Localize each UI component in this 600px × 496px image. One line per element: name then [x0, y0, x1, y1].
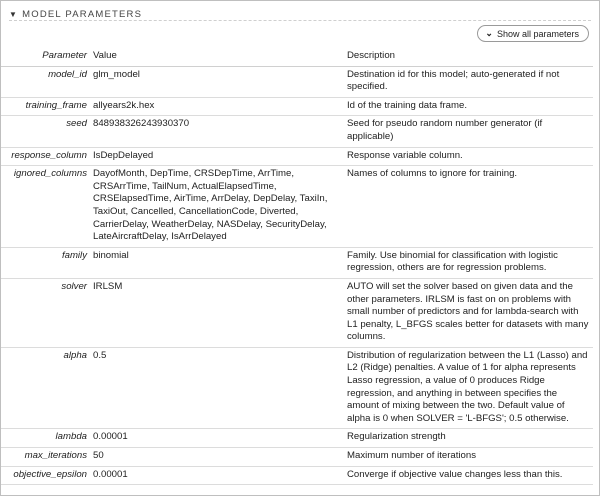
table-row	[1, 247, 593, 278]
parameter-name: ignored_columns	[13, 168, 87, 180]
table-row	[1, 466, 593, 485]
parameter-name: max_iterations	[24, 450, 87, 462]
parameter-value: IsDepDelayed	[93, 149, 154, 161]
parameter-name: seed	[66, 118, 87, 130]
parameter-name: solver	[61, 280, 87, 292]
caret-down-icon[interactable]: ▼	[9, 9, 19, 19]
parameter-value: 0.00001	[93, 431, 128, 443]
parameter-value: DayofMonth, DepTime, CRSDepTime, ArrTime, CRSArrTime, TailNum, ActualElapsedTime, CRSElapsedTime, AirTime, ArrDelay, DepDelay, TaxiIn, TaxiOut, Cancelled, CancellationCode, Diverted, CarrierDelay, WeatherDelay, NASDelay, SecurityDelay, LateAircraftDelay, IsArrDelayed	[93, 168, 328, 243]
parameter-value: 50	[93, 450, 104, 462]
section-title: MODEL PARAMETERS	[22, 8, 143, 20]
parameter-value: 0.00001	[93, 468, 128, 480]
parameter-description: Names of columns to ignore for training.	[347, 168, 518, 180]
parameter-value: glm_model	[93, 68, 140, 80]
parameter-description: AUTO will set the solver based on given data and the other parameters. IRLSM is fast on on problems with small number of predictors and for lambda-search with L1 penalty, L_BFGS scales better for datasets with many columns.	[347, 280, 589, 343]
parameter-value: 0.5	[93, 349, 107, 361]
section-divider	[9, 20, 591, 21]
parameter-description: Seed for pseudo random number generator (if applicable)	[347, 118, 543, 142]
parameter-name: family	[61, 249, 87, 261]
double-chevron-down-icon: ⌄	[485, 28, 493, 38]
parameter-name: response_column	[11, 149, 87, 161]
table-header-row	[1, 48, 593, 66]
table-row	[1, 166, 593, 248]
parameter-value: 848938326243930370	[93, 118, 190, 130]
parameters-table	[1, 48, 593, 485]
parameter-name: training_frame	[25, 99, 87, 111]
parameter-name: objective_epsilon	[13, 468, 87, 480]
parameter-description: Id of the training data frame.	[347, 99, 467, 111]
table-row	[1, 147, 593, 166]
section-toggle[interactable]	[9, 7, 142, 21]
parameter-description: Distribution of regularization between the L1 (Lasso) and L2 (Ridge) penalties. A value of 1 for alpha represents Lasso regression, a value of 0 produces Ridge regression, and anything in between specifies the amount of mixing between the two. Default value of alpha is 0 when SOLVER = 'L-BFGS'; 0.5 otherwise.	[347, 349, 588, 424]
parameter-description: Maximum number of iterations	[347, 450, 477, 462]
table-row	[1, 429, 593, 448]
column-header-parameter: Parameter	[1, 48, 91, 66]
parameter-name: lambda	[55, 431, 87, 443]
parameter-description: Destination id for this model; auto-generated if not specified.	[347, 68, 560, 93]
table-row	[1, 448, 593, 467]
parameter-description: Converge if objective value changes less than this.	[347, 468, 563, 480]
parameter-value: allyears2k.hex	[93, 99, 155, 111]
parameter-description: Regularization strength	[347, 431, 446, 443]
table-row	[1, 278, 593, 347]
table-row	[1, 116, 593, 147]
column-header-description: Description	[344, 48, 593, 66]
parameter-value: IRLSM	[93, 280, 123, 292]
parameter-name: model_id	[48, 68, 87, 80]
parameter-description: Family. Use binomial for classification with logistic regression, others are for regression problems.	[347, 249, 558, 274]
column-header-value: Value	[91, 48, 344, 66]
table-row	[1, 66, 593, 97]
show-all-parameters-button[interactable]	[477, 25, 589, 42]
table-row	[1, 347, 593, 429]
show-all-parameters-label: Show all parameters	[496, 28, 579, 39]
parameter-name: alpha	[63, 349, 87, 361]
parameter-description: Response variable column.	[347, 149, 463, 161]
table-row	[1, 97, 593, 116]
parameter-value: binomial	[93, 249, 129, 261]
